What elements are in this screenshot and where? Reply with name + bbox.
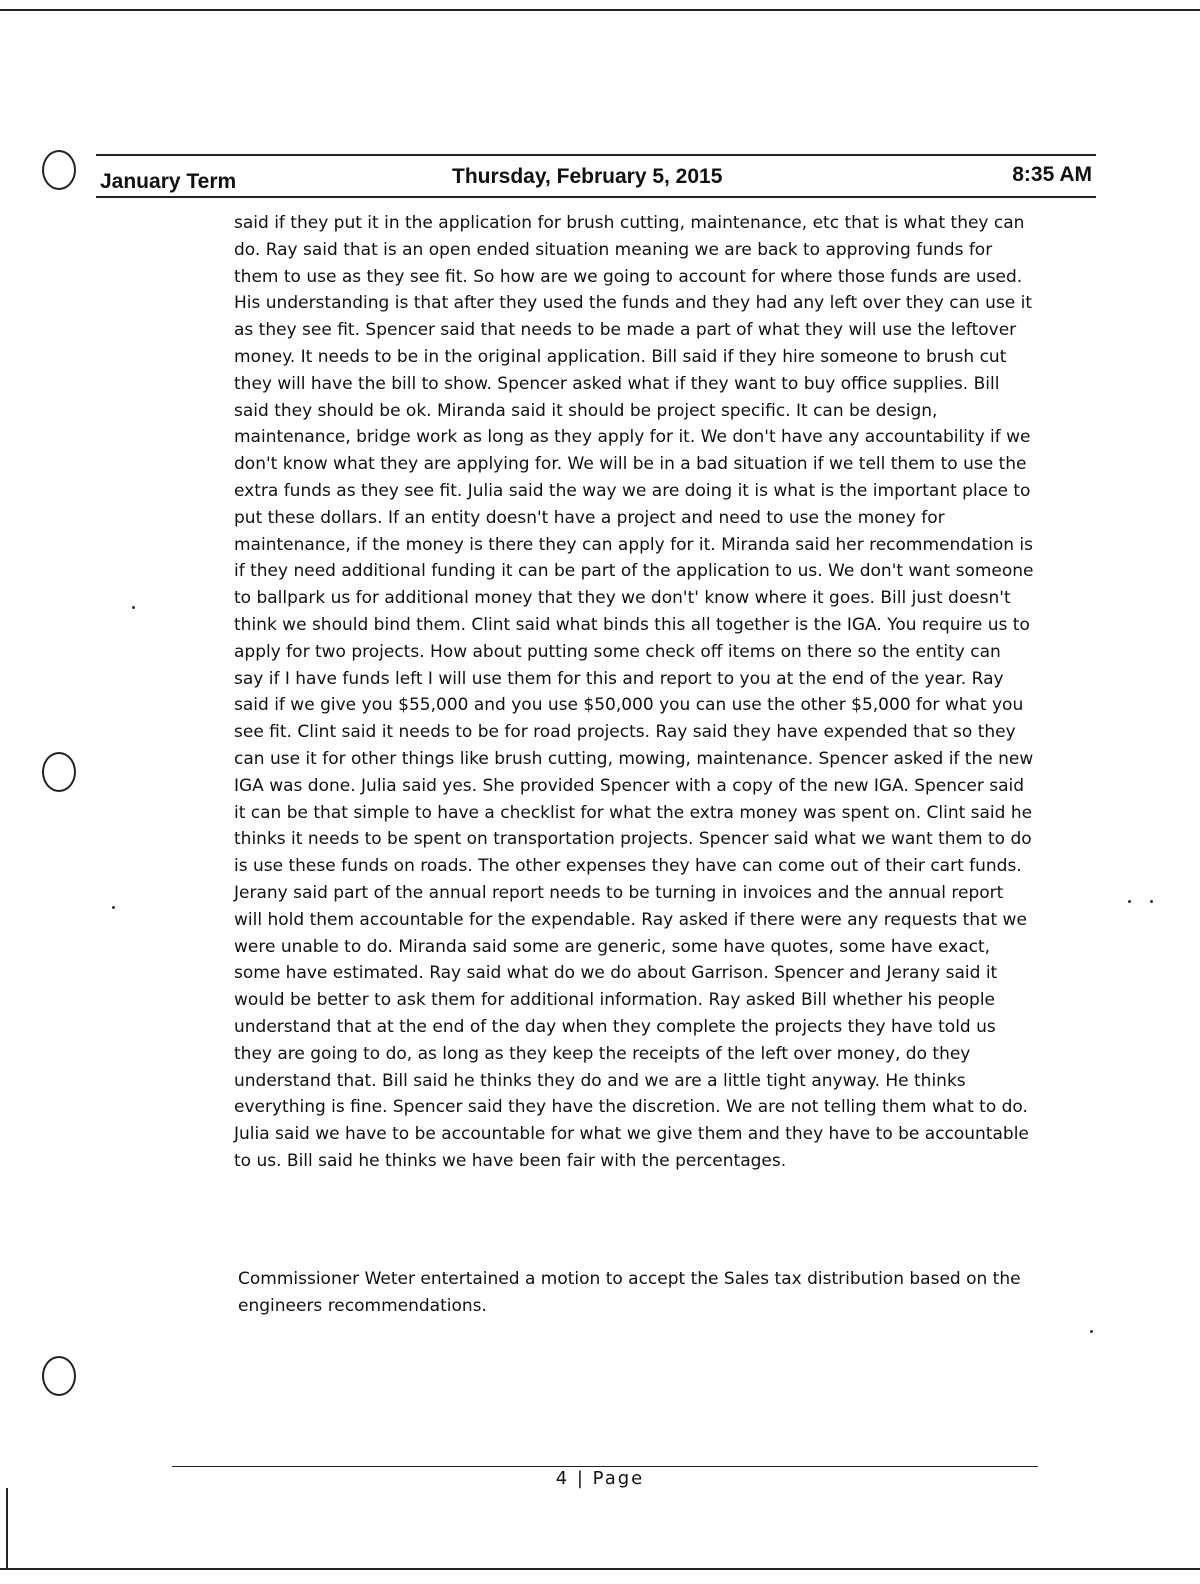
- minutes-paragraph-discussion: said if they put it in the application for brush cutting, maintenance, etc that is what they can do. Ray said that is an open ended situation meaning we are back to approving funds for them to use as they see fit. So how are we going to account for where those funds are used. His understanding is that after they used the funds and they had any left over they can use it as they see fit. Spencer said that needs to be made a part of what they will use the leftover money. It needs to be in the original application. Bill said if they hire someone to brush cut they will have the bill to show. Spencer asked what if they want to buy office supplies. Bill said they should be ok. Miranda said it should be project specific. It can be design, maintenance, bridge work as long as they apply for it. We don't have any accountability if we don't know what they are applying for. We will be in a bad situation if we tell them to use the extra funds as they see fit. Julia said the way we are doing it is what is the important place to put these dollars. If an entity doesn't have a project and need to use the money for maintenance, if the money is there they can apply for it. Miranda said her recommendation is if they need additional funding it can be part of the application to us. We don't want someone to ballpark us for additional money that they we don't' know where it goes. Bill just doesn't think we should bind them. Clint said what binds this all together is the IGA. You require us to apply for two projects. How about putting some check off items on there so the entity can say if I have funds left I will use them for this and report to you at the end of the year. Ray said if we give you $55,000 and you use $50,000 you can use the other $5,000 for what you see fit. Clint said it needs to be for road projects. Ray said they have expended that so they can use it for other things like brush cutting, mowing, maintenance. Spencer asked if the new IGA was done. Julia said yes. She provided Spencer with a copy of the new IGA. Spencer said it can be that simple to have a checklist for what the extra money was spent on. Clint said he thinks it needs to be spent on transportation projects. Spencer said what we want them to do is use these funds on roads. The other expenses they have can come out of their cart funds. Jerany said part of the annual report needs to be turning in invoices and the annual report will hold them accountable for the expendable. Ray asked if there were any requests that we were unable to do. Miranda said some are generic, some have quotes, some have exact, some have estimated. Ray said what do we do about Garrison. Spencer and Jerany said it would be better to ask them for additional information. Ray asked Bill whether his people understand that at the end of the day when they complete the projects they have told us they are going to do, as long as they keep the receipts of the left over money, do they understand that. Bill said he thinks they do and we are a little tight anyway. He thinks everything is fine. Spencer said they have the discretion. We are not telling them what to do. Julia said we have to be accountable for what we give them and they have to be accountable to us. Bill said he thinks we have been fair with the percentages.: [234, 213, 1034, 1171]
- scan-speck: [1150, 900, 1153, 903]
- footer-rule: [172, 1466, 1038, 1467]
- scan-bottom-edge-line: [0, 1568, 1200, 1570]
- binder-hole-middle: [42, 752, 76, 792]
- binder-hole-top: [42, 150, 76, 190]
- scan-speck: [1090, 1330, 1093, 1333]
- header-term: January Term: [100, 170, 237, 193]
- scan-speck: [132, 606, 135, 609]
- scan-left-edge-line: [6, 1488, 8, 1568]
- scan-top-edge-line: [0, 9, 1200, 11]
- scan-speck: [1128, 900, 1131, 903]
- scan-speck: [112, 906, 115, 909]
- header-date: Thursday, February 5, 2015: [452, 165, 723, 188]
- binder-hole-bottom: [42, 1356, 76, 1396]
- minutes-paragraph-motion: Commissioner Weter entertained a motion to accept the Sales tax distribution based on the engineers recommendations.: [238, 1269, 1021, 1316]
- page-header: [96, 154, 1096, 198]
- header-time: 8:35 AM: [1012, 163, 1092, 186]
- page-number: 4 | Page: [555, 1468, 645, 1489]
